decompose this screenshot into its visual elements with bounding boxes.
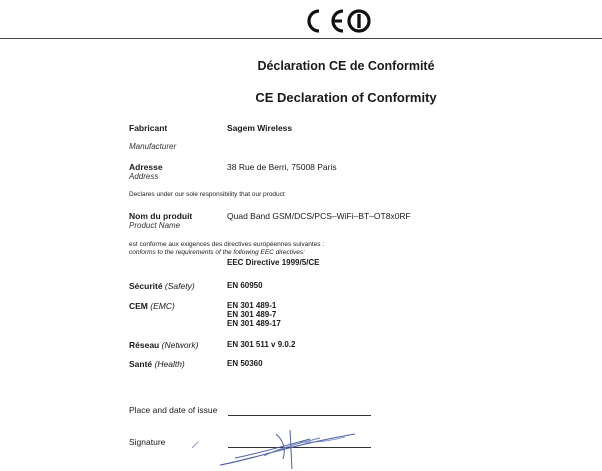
standard-label-health: Santé (Health) (129, 359, 185, 369)
address-label: Adresse (129, 162, 163, 172)
title-en: CE Declaration of Conformity (255, 90, 437, 105)
header-rule (0, 38, 602, 39)
manufacturer-label: Fabricant (129, 123, 168, 133)
standard-value-emc-1: EN 301 489-1 (227, 301, 277, 310)
manufacturer-value: Sagem Wireless (227, 123, 293, 133)
product-label-en: Product Name (129, 221, 181, 230)
manufacturer-label-en: Manufacturer (129, 142, 177, 151)
standard-value-health: EN 50360 (227, 359, 263, 368)
conformity-en: conforms to the requirements of the following EEC directives: (129, 249, 305, 256)
standard-label-emc: CEM (EMC) (129, 301, 175, 311)
address-value: 38 Rue de Berri, 75008 Paris (227, 162, 337, 172)
declares-text: Declares under our sole responsibility that our product (129, 191, 285, 198)
address-label-en: Address (129, 172, 159, 181)
signature-label: Signature (129, 437, 166, 447)
product-value: Quad Band GSM/DCS/PCS–WiFi–BT–OT8x0RF (227, 211, 411, 221)
standard-value-network: EN 301 511 v 9.0.2 (227, 340, 296, 349)
place-date-label: Place and date of issue (129, 405, 218, 415)
conformity-fr: est conforme aux exigences des directives européennes suivantes : (129, 241, 325, 248)
signature-scribble (180, 425, 380, 469)
directive: EEC Directive 1999/5/CE (227, 258, 320, 267)
product-label: Nom du produit (129, 211, 193, 221)
title-fr: Déclaration CE de Conformité (257, 59, 435, 73)
standard-label-network: Réseau (Network) (129, 340, 199, 350)
standard-value-emc-3: EN 301 489-17 (227, 319, 281, 328)
ce-logo (300, 8, 400, 34)
standard-value-emc-2: EN 301 489-7 (227, 310, 277, 319)
place-date-line[interactable] (228, 415, 371, 416)
standard-value-safety: EN 60950 (227, 281, 263, 290)
standard-label-safety: Sécurité (Safety) (129, 281, 195, 291)
